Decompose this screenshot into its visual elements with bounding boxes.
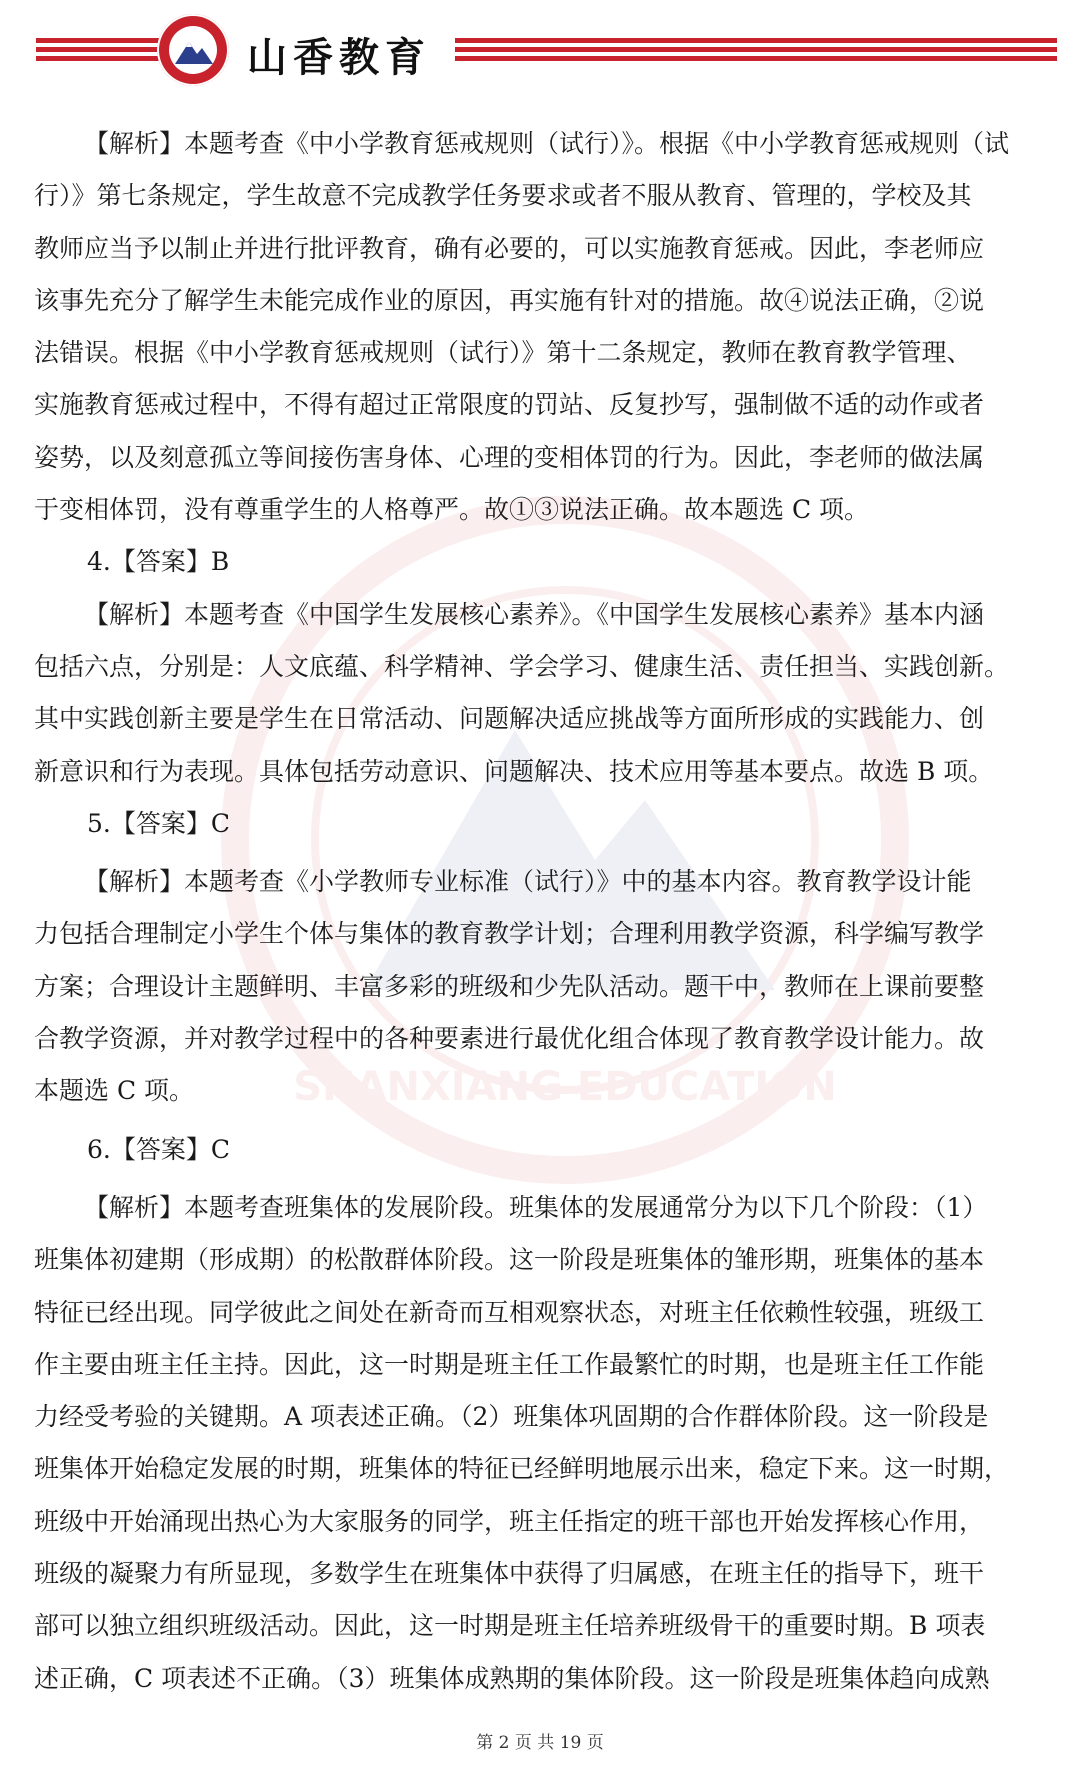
answer-heading-4: 4.【答案】B <box>87 547 230 577</box>
text-line: 合教学资源，并对教学过程中的各种要素进行最优化组合体现了教育教学设计能力。故 <box>34 1024 985 1054</box>
text-line: 实施教育惩戒过程中，不得有超过正常限度的罚站、反复抄写，强制做不适的动作或者 <box>34 390 985 420</box>
answer-heading-6: 6.【答案】C <box>87 1134 230 1164</box>
text-line: 班级的凝聚力有所显现，多数学生在班集体中获得了归属感，在班主任的指导下，班干 <box>34 1559 985 1589</box>
svg-text:SHANXIANG EDUCATION: SHANXIANG EDUCATION <box>293 1064 837 1110</box>
text-line: 行）》第七条规定，学生故意不完成教学任务要求或者不服从教育、管理的，学校及其 <box>34 181 972 211</box>
text-line: 教师应当予以制止并进行批评教育，确有必要的，可以实施教育惩戒。因此，李老师应 <box>34 233 985 263</box>
text-line: 力经受考验的关键期。A 项表述正确。（2）班集体巩固期的合作群体阶段。这一阶段是 <box>34 1402 989 1432</box>
text-line: 班级中开始涌现出热心为大家服务的同学，班主任指定的班干部也开始发挥核心作用， <box>34 1506 985 1536</box>
text-line: 【解析】本题考查《小学教师专业标准（试行）》中的基本内容。教育教学设计能 <box>84 867 972 897</box>
text-line: 班集体开始稳定发展的时期，班集体的特征已经鲜明地展示出来，稳定下来。这一时期， <box>34 1454 1010 1484</box>
header-stripes-right <box>455 38 1057 62</box>
shanxiang-logo <box>157 14 229 86</box>
document-body <box>34 118 1054 1705</box>
text-line: 【解析】本题考查《中国学生发展核心素养》。《中国学生发展核心素养》基本内涵 <box>84 599 985 629</box>
text-line: 述正确，C 项表述不正确。（3）班集体成熟期的集体阶段。这一阶段是班集体趋向成熟 <box>34 1663 990 1693</box>
brand-title: 山香教育 <box>247 35 431 81</box>
answer-heading-5: 5.【答案】C <box>87 808 230 838</box>
text-line: 其中实践创新主要是学生在日常活动、问题解决适应挑战等方面所形成的实践能力、创 <box>34 704 985 734</box>
header-stripes-left <box>36 38 168 62</box>
text-line: 姿势，以及刻意孤立等间接伤害身体、心理的变相体罚的行为。因此，李老师的做法属 <box>34 442 985 472</box>
text-line: 【解析】本题考查班集体的发展阶段。班集体的发展通常分为以下几个阶段：（1） <box>84 1192 988 1222</box>
text-line: 作主要由班主任主持。因此，这一时期是班主任工作最繁忙的时期，也是班主任工作能 <box>34 1349 985 1379</box>
text-line: 特征已经出现。同学彼此之间处在新奇而互相观察状态，对班主任依赖性较强，班级工 <box>34 1297 985 1327</box>
text-line: 【解析】本题考查《中小学教育惩戒规则（试行）》。根据《中小学教育惩戒规则（试 <box>84 129 1010 158</box>
text-line: 于变相体罚，没有尊重学生的人格尊严。故①③说法正确。故本题选 C 项。 <box>34 495 870 525</box>
text-line: 班集体初建期（形成期）的松散群体阶段。这一阶段是班集体的雏形期，班集体的基本 <box>34 1245 985 1275</box>
mountain-icon <box>169 26 217 74</box>
text-line: 力包括合理制定小学生个体与集体的教育教学计划；合理利用教学资源，科学编写教学 <box>34 919 985 949</box>
page-header <box>0 0 1080 100</box>
text-line: 本题选 C 项。 <box>34 1076 195 1106</box>
text-line: 新意识和行为表现。具体包括劳动意识、问题解决、技术应用等基本要点。故选 B 项。 <box>34 756 994 786</box>
text-line: 该事先充分了解学生未能完成作业的原因，再实施有针对的措施。故④说法正确，②说 <box>34 285 985 315</box>
text-line: 法错误。根据《中小学教育惩戒规则（试行）》第十二条规定，教师在教育教学管理、 <box>34 338 972 368</box>
page-number: 第 2 页 共 19 页 <box>476 1733 604 1753</box>
text-line: 包括六点，分别是：人文底蕴、科学精神、学会学习、健康生活、责任担当、实践创新。 <box>34 651 1010 681</box>
text-line: 方案；合理设计主题鲜明、丰富多彩的班级和少先队活动。题干中，教师在上课前要整 <box>34 971 985 1001</box>
text-line: 部可以独立组织班级活动。因此，这一时期是班主任培养班级骨干的重要时期。B 项表 <box>34 1611 986 1641</box>
